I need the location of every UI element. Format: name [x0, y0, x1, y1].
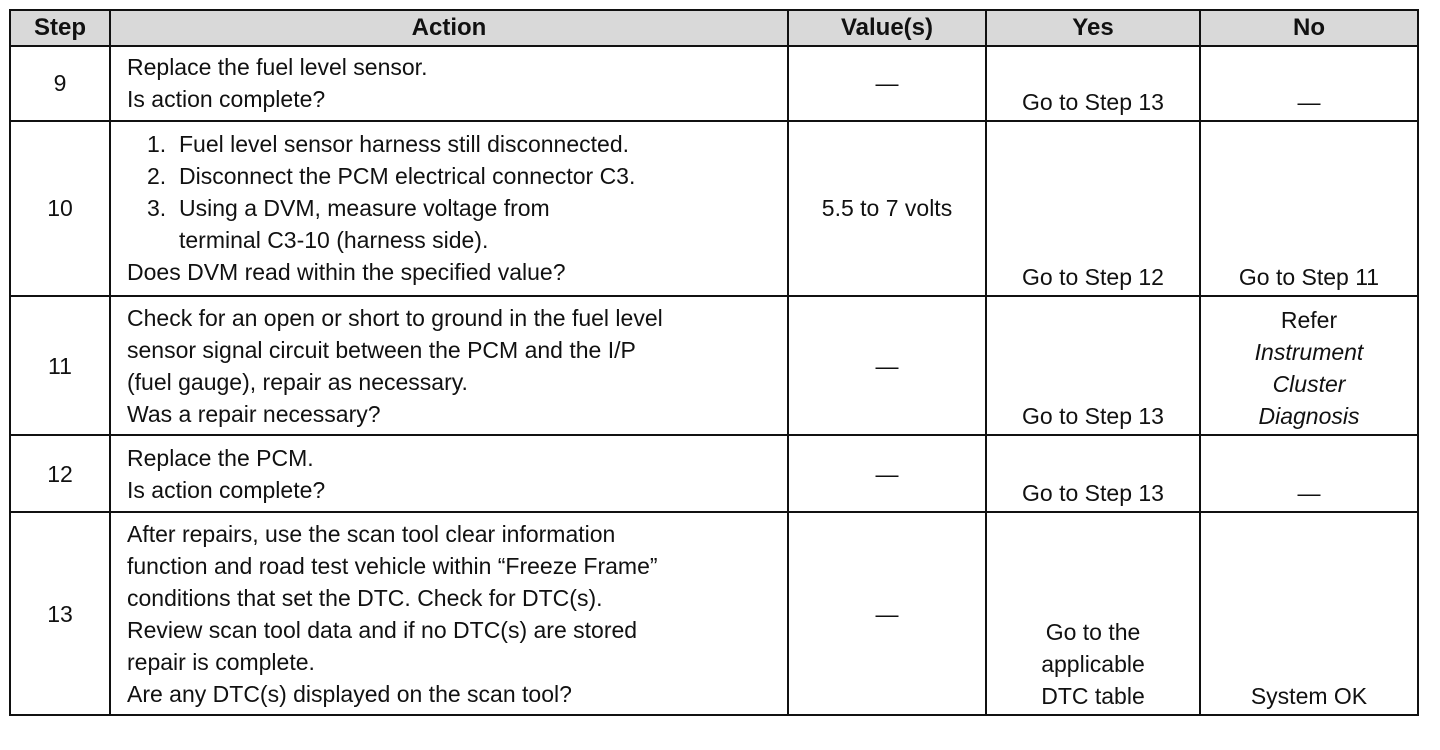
action-line: Review scan tool data and if no DTC(s) are stored — [127, 616, 638, 643]
step-text: Disconnect the PCM electrical connector C3. — [179, 163, 636, 190]
yes-text: DTC table — [1041, 683, 1145, 709]
numbered-step — [127, 192, 771, 256]
no-cell — [1200, 121, 1418, 297]
no-cell — [1200, 512, 1418, 715]
action-cell — [110, 512, 788, 715]
action-line: conditions that set the DTC. Check for DTC(s). — [127, 584, 603, 611]
header-row — [10, 10, 1418, 46]
numbered-steps — [127, 128, 771, 256]
no-text: System OK — [1250, 683, 1368, 709]
step-text-continued: terminal C3-10 (harness side). — [179, 227, 489, 254]
step-number: 13 — [10, 512, 110, 715]
no-cell — [1200, 46, 1418, 121]
header-no: No — [1200, 10, 1418, 46]
step-number: 11 — [10, 296, 110, 435]
step-number: 12 — [10, 435, 110, 512]
no-text: — — [1297, 480, 1321, 507]
table-row-step-13 — [10, 512, 1418, 715]
yes-cell — [986, 435, 1200, 512]
step-index: 1. — [147, 131, 167, 158]
yes-text: Go to Step 13 — [1022, 88, 1164, 115]
value-cell: — — [788, 46, 986, 121]
action-line: Replace the fuel level sensor. — [127, 54, 428, 81]
action-line: (fuel gauge), repair as necessary. — [127, 368, 468, 395]
step-text: Fuel level sensor harness still disconnected. — [179, 131, 630, 158]
yes-cell — [986, 46, 1200, 121]
action-question: Are any DTC(s) displayed on the scan tool? — [127, 680, 572, 707]
step-number: 9 — [10, 46, 110, 121]
no-cell — [1200, 296, 1418, 435]
no-reference: Instrument — [1254, 339, 1364, 366]
yes-cell — [986, 121, 1200, 297]
action-line: After repairs, use the scan tool clear information — [127, 520, 616, 547]
header-step: Step — [10, 10, 110, 46]
action-question: Is action complete? — [127, 86, 326, 113]
action-line: Check for an open or short to ground in the fuel level — [127, 304, 663, 331]
no-text: Refer — [1280, 307, 1338, 334]
action-question: Does DVM read within the specified value? — [127, 259, 566, 286]
no-reference: Cluster — [1272, 371, 1346, 398]
numbered-step — [127, 128, 771, 160]
yes-text: Go to Step 12 — [1022, 264, 1164, 291]
action-cell — [110, 46, 788, 121]
numbered-step — [127, 160, 771, 192]
yes-cell — [986, 296, 1200, 435]
no-text: Go to Step 11 — [1238, 264, 1380, 291]
yes-cell — [986, 512, 1200, 715]
action-cell — [110, 435, 788, 512]
table-row-step-10 — [10, 121, 1418, 297]
action-line: Replace the PCM. — [127, 444, 314, 471]
step-text: Using a DVM, measure voltage from — [179, 195, 550, 222]
action-question: Is action complete? — [127, 476, 326, 503]
yes-text: Go to Step 13 — [1022, 403, 1164, 430]
action-cell — [110, 296, 788, 435]
value-cell: — — [788, 512, 986, 715]
action-cell — [110, 121, 788, 297]
yes-text: applicable — [1041, 651, 1145, 677]
yes-text: Go to the — [1045, 619, 1141, 645]
action-line: function and road test vehicle within “Freeze Frame” — [127, 552, 658, 579]
value-cell: — — [788, 435, 986, 512]
diagnostic-table — [9, 9, 1419, 716]
step-number: 10 — [10, 121, 110, 297]
step-index: 3. — [147, 195, 167, 222]
no-text: — — [1297, 88, 1321, 115]
yes-text: Go to Step 13 — [1022, 480, 1164, 507]
action-line: repair is complete. — [127, 648, 315, 675]
table-row-step-9 — [10, 46, 1418, 121]
table-row-step-12 — [10, 435, 1418, 512]
header-yes: Yes — [986, 10, 1200, 46]
step-index: 2. — [147, 163, 167, 190]
no-cell — [1200, 435, 1418, 512]
value-cell: — — [788, 296, 986, 435]
table-row-step-11 — [10, 296, 1418, 435]
no-reference: Diagnosis — [1258, 403, 1360, 430]
action-question: Was a repair necessary? — [127, 400, 381, 427]
header-value: Value(s) — [788, 10, 986, 46]
action-line: sensor signal circuit between the PCM and the I/P — [127, 336, 636, 363]
value-cell: 5.5 to 7 volts — [788, 121, 986, 297]
header-action: Action — [110, 10, 788, 46]
